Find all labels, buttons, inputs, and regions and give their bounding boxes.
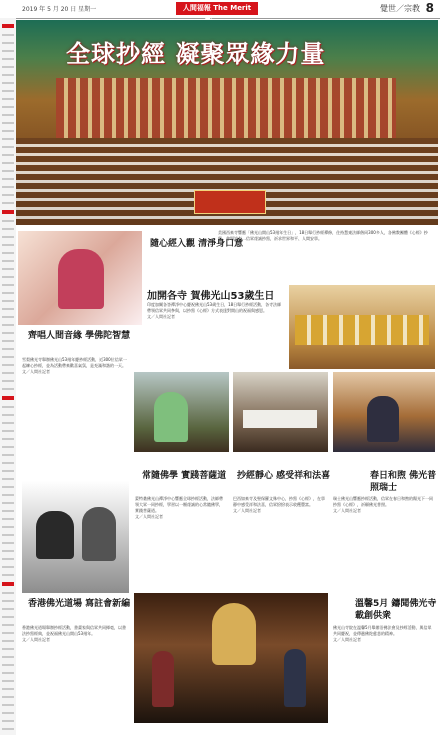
edge-line — [2, 664, 14, 666]
left1-text: 雪梨佛光寺舉辦佛光山53週年慶抄經活動，近300位信眾一起練心抄經，並為活動帶來歡喜氣氛，是充滿和諧的一天。 — [22, 357, 127, 368]
edge-line — [2, 470, 14, 472]
edge-line — [2, 502, 14, 504]
issue-date: 2019 年 5 月 20 日 星期一 — [22, 6, 97, 13]
edge-line — [2, 340, 14, 342]
edge-line — [2, 688, 14, 690]
edge-line — [2, 308, 14, 310]
child-figure — [58, 249, 104, 309]
edge-line — [2, 656, 14, 658]
edge-line — [2, 24, 14, 28]
edge-line — [2, 454, 14, 456]
edge-line — [2, 372, 14, 374]
mid1-text: 蒙特婁佛光山禪淨中心響應全球抄經活動，法師帶領大眾一同抄經，學習以一顆虔誠的心常隨佛學，實踐菩薩道。 — [135, 496, 223, 513]
monks-photo — [289, 285, 435, 369]
calligrapher-figure — [36, 511, 74, 559]
edge-line — [2, 582, 14, 586]
monks-row — [295, 315, 429, 345]
mid2-credit: 文／人間社記者 — [233, 508, 261, 513]
edge-line — [2, 98, 14, 100]
edge-line — [2, 356, 14, 358]
edge-line — [2, 178, 14, 180]
edge-line — [2, 526, 14, 528]
section-label: 覺世／宗教 — [380, 4, 420, 13]
edge-line — [2, 82, 14, 84]
edge-line — [2, 406, 14, 408]
edge-line — [2, 276, 14, 278]
mid2-article — [233, 496, 328, 592]
edge-line — [2, 66, 14, 68]
page-number: 8 — [425, 1, 434, 15]
right2-article — [333, 496, 435, 586]
stage-photo — [134, 593, 328, 723]
edge-line — [2, 592, 14, 594]
edge-line — [2, 720, 14, 722]
edge-line — [2, 550, 14, 552]
left2-headline: 香港佛光道場 寫註會新編 — [28, 599, 131, 609]
right2-text: 瑞士佛光山響應抄經活動，信眾在春日和煦的陽光下一同抄寫《心經》，祈願佛光普照。 — [333, 496, 433, 507]
edge-line — [2, 566, 14, 568]
edge-line — [2, 518, 14, 520]
edge-line — [2, 90, 14, 92]
edge-line — [2, 194, 14, 196]
edge-line — [2, 138, 14, 140]
birthday-credit: 文／人間社記者 — [147, 314, 175, 319]
edge-line — [2, 414, 14, 416]
left2-text: 香港佛光道場舉辦抄經活動，書畫家與信眾共同揮毫，以書法抄寫經典，並祝福佛光山開山53週年。 — [22, 625, 126, 636]
edge-line — [2, 324, 14, 326]
newspaper-logo: 人間福報 The Merit — [176, 2, 258, 15]
edge-line — [2, 422, 14, 424]
top-story-caption: 隨心經入觀 清淨身口意 — [150, 239, 244, 249]
edge-line — [2, 624, 14, 626]
edge-line — [2, 42, 14, 44]
edge-line — [2, 608, 14, 610]
mid1-headline: 常隨佛學 實踐菩薩道 — [142, 471, 227, 481]
edge-line — [2, 50, 14, 52]
edge-line — [2, 600, 14, 602]
edge-line — [2, 210, 14, 214]
performer-figure — [152, 651, 174, 707]
right2-headline: 春日和煦 佛光普照瑞士 — [370, 471, 437, 493]
edge-line — [2, 712, 14, 714]
edge-line — [2, 228, 14, 230]
birthday-text: 印度加爾各答禪淨中心慶祝佛光山53歲生日，18日舉行抄經活動，各寺法師帶領信眾共同參與，以抄寫《心經》方式表達對開山的祝福與感恩。 — [147, 302, 282, 313]
edge-line — [2, 114, 14, 116]
left1-credit: 文／人間社記者 — [22, 369, 50, 374]
edge-line — [2, 430, 14, 432]
edge-line — [2, 260, 14, 262]
edge-line — [2, 728, 14, 730]
edge-line — [2, 396, 14, 400]
edge-line — [2, 640, 14, 642]
girl-photo — [134, 372, 229, 452]
edge-line — [2, 74, 14, 76]
performer-figure-2 — [284, 649, 306, 707]
edge-line — [2, 106, 14, 108]
right2-credit: 文／人間社記者 — [333, 508, 361, 513]
left-edge-column — [0, 18, 16, 735]
edge-line — [2, 34, 14, 36]
edge-line — [2, 696, 14, 698]
edge-line — [2, 494, 14, 496]
edge-line — [2, 252, 14, 254]
edge-line — [2, 268, 14, 270]
edge-line — [2, 364, 14, 366]
edge-line — [2, 388, 14, 390]
edge-line — [2, 122, 14, 124]
edge-line — [2, 558, 14, 560]
edge-line — [2, 146, 14, 148]
edge-line — [2, 510, 14, 512]
mid1-credit: 文／人間社記者 — [135, 514, 163, 519]
left1-headline: 齊唱人間音緣 學佛陀智慧 — [28, 331, 131, 341]
birthday-headline: 加開各寺 賀佛光山53歲生日 — [147, 291, 275, 302]
participant-figure — [367, 396, 399, 442]
edge-line — [2, 130, 14, 132]
mid1-article — [135, 496, 225, 592]
edge-line — [2, 534, 14, 536]
edge-line — [2, 672, 14, 674]
edge-line — [2, 462, 14, 464]
edge-line — [2, 186, 14, 188]
right3-credit: 文／人間社記者 — [333, 637, 361, 642]
edge-line — [2, 332, 14, 334]
edge-line — [2, 292, 14, 294]
edge-line — [2, 236, 14, 238]
edge-line — [2, 648, 14, 650]
edge-line — [2, 244, 14, 246]
mid2-headline: 抄經靜心 感受祥和法喜 — [237, 471, 331, 481]
top-story-text: 美國西來寺響應「佛光山開山53週年生日」，18日舉行抄經禪修，住持慧東法師偕同300多人，各佛教團體《心經》抄寫。會場設有…信眾虔誠抄寫，祈求世界和平、人間安寧。 — [218, 230, 428, 241]
mid2-text: 巴西如來寺及聖保羅文殊中心，抄寫《心經》，在寧靜中感受祥和法喜，信眾紛紛表示收穫豐富。 — [233, 496, 325, 507]
left1-article — [22, 357, 130, 477]
edge-line — [2, 202, 14, 204]
observer-figure — [82, 507, 116, 561]
edge-line — [2, 542, 14, 544]
edge-line — [2, 574, 14, 576]
edge-line — [2, 162, 14, 164]
sutra-sheet — [243, 410, 317, 428]
desk-photo — [233, 372, 328, 452]
edge-line — [2, 348, 14, 350]
edge-line — [2, 680, 14, 682]
right3-text: 佛光山寺院在溫馨5月舉辦浴佛法會及抄經活動，與信眾共同慶祝，並傳遞佛陀慈悲的精神。 — [333, 625, 432, 636]
edge-line — [2, 616, 14, 618]
calligraphy-photo — [22, 481, 129, 593]
right3-headline: 溫馨5月 鑄聞佛光寺載創供衆 — [355, 599, 437, 621]
left2-credit: 文／人間社記者 — [22, 637, 50, 642]
buddha-statue — [212, 603, 256, 665]
edge-line — [2, 438, 14, 440]
participants-photo — [333, 372, 435, 452]
edge-line — [2, 632, 14, 634]
edge-line — [2, 154, 14, 156]
child-writing-photo — [18, 231, 142, 325]
edge-line — [2, 58, 14, 60]
edge-line — [2, 170, 14, 172]
left2-article — [22, 625, 129, 725]
hall-backdrop — [56, 78, 396, 138]
edge-line — [2, 300, 14, 302]
page-header — [0, 0, 440, 19]
edge-line — [2, 704, 14, 706]
banner-title: 全球抄經 凝聚眾緣力量 — [66, 40, 326, 68]
edge-line — [2, 220, 14, 222]
stage-banner — [194, 190, 266, 214]
edge-line — [2, 446, 14, 448]
edge-line — [2, 486, 14, 488]
right3-article — [333, 625, 435, 725]
edge-line — [2, 316, 14, 318]
girl-figure — [154, 392, 188, 442]
edge-line — [2, 478, 14, 480]
edge-line — [2, 380, 14, 382]
edge-line — [2, 284, 14, 286]
banner-photo — [16, 20, 438, 225]
birthday-article — [147, 302, 284, 364]
